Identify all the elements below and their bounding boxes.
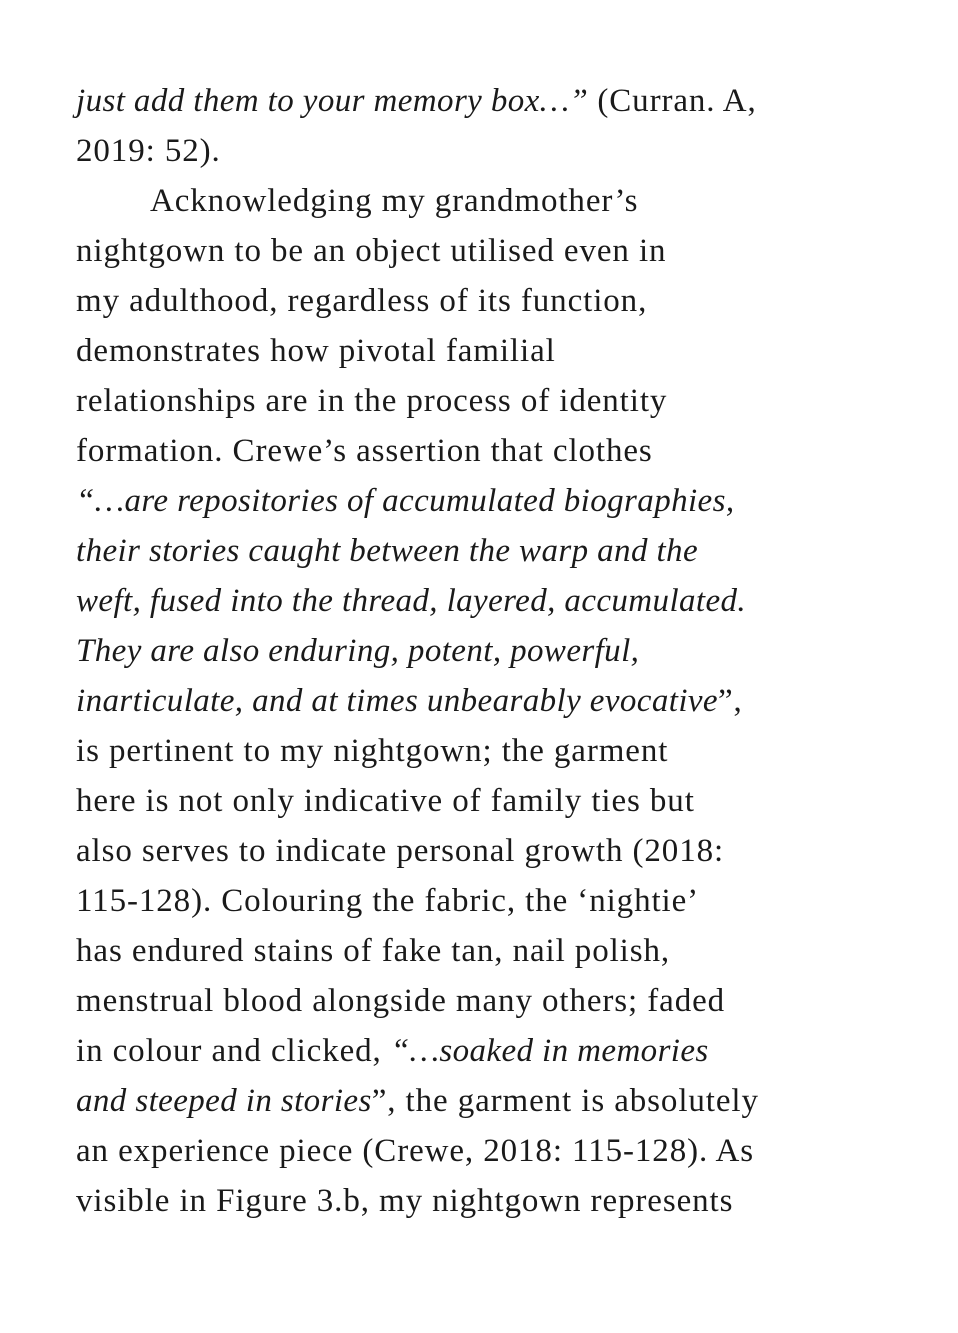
text-line — [76, 976, 916, 1026]
italic-quote-segment: “…soaked in memories — [390, 1033, 709, 1069]
text-line — [76, 376, 916, 426]
text-line — [76, 876, 916, 926]
text-segment: ”, the garment is absolutely — [371, 1083, 759, 1119]
text-line — [76, 926, 916, 976]
text-segment: visible in Figure 3.b, my nightgown represents — [76, 1183, 734, 1219]
text-line — [76, 726, 916, 776]
text-line — [76, 1026, 916, 1076]
italic-quote-segment: “…are repositories of accumulated biographies, — [76, 483, 735, 519]
italic-quote-segment: and steeped in stories — [76, 1083, 372, 1119]
italic-quote-segment: their stories caught between the warp and the — [76, 533, 699, 569]
text-segment: 2019: 52). — [76, 133, 221, 169]
text-line — [76, 476, 916, 526]
text-segment: ”, — [717, 683, 743, 719]
text-line — [76, 176, 916, 226]
italic-quote-segment: inarticulate, and at times unbearably evocative — [76, 683, 718, 719]
text-segment: (Curran. A, — [588, 83, 757, 119]
text-line — [76, 776, 916, 826]
text-line — [76, 126, 916, 176]
text-segment: my adulthood, regardless of its function, — [76, 283, 648, 319]
text-segment: an experience piece (Crewe, 2018: 115-128). As — [76, 1133, 754, 1169]
text-line — [76, 326, 916, 376]
text-segment: relationships are in the process of identity — [76, 383, 668, 419]
text-line — [76, 576, 916, 626]
text-line — [76, 1176, 916, 1226]
text-segment: 115-128). Colouring the fabric, the ‘nightie’ — [76, 883, 700, 919]
text-line — [76, 526, 916, 576]
italic-quote-segment: just add them to your memory box…” — [76, 83, 589, 119]
text-line — [76, 826, 916, 876]
text-line — [76, 626, 916, 676]
text-line — [76, 676, 916, 726]
text-segment: also serves to indicate personal growth (2018: — [76, 833, 725, 869]
text-segment: in colour and clicked, — [76, 1033, 391, 1069]
text-segment: menstrual blood alongside many others; faded — [76, 983, 726, 1019]
italic-quote-segment: weft, fused into the thread, layered, accumulated. — [76, 583, 747, 619]
document-body — [76, 76, 916, 1226]
text-line — [76, 76, 916, 126]
text-segment: here is not only indicative of family ties but — [76, 783, 695, 819]
text-line — [76, 1126, 916, 1176]
text-segment: is pertinent to my nightgown; the garment — [76, 733, 669, 769]
text-line — [76, 1076, 916, 1126]
text-segment: demonstrates how pivotal familial — [76, 333, 556, 369]
text-segment: nightgown to be an object utilised even in — [76, 233, 667, 269]
text-line — [76, 226, 916, 276]
text-segment: formation. Crewe’s assertion that clothes — [76, 433, 653, 469]
text-line — [76, 426, 916, 476]
text-segment: has endured stains of fake tan, nail polish, — [76, 933, 671, 969]
italic-quote-segment: They are also enduring, potent, powerful, — [76, 633, 640, 669]
text-line — [76, 276, 916, 326]
text-segment: Acknowledging my grandmother’s — [150, 183, 639, 219]
